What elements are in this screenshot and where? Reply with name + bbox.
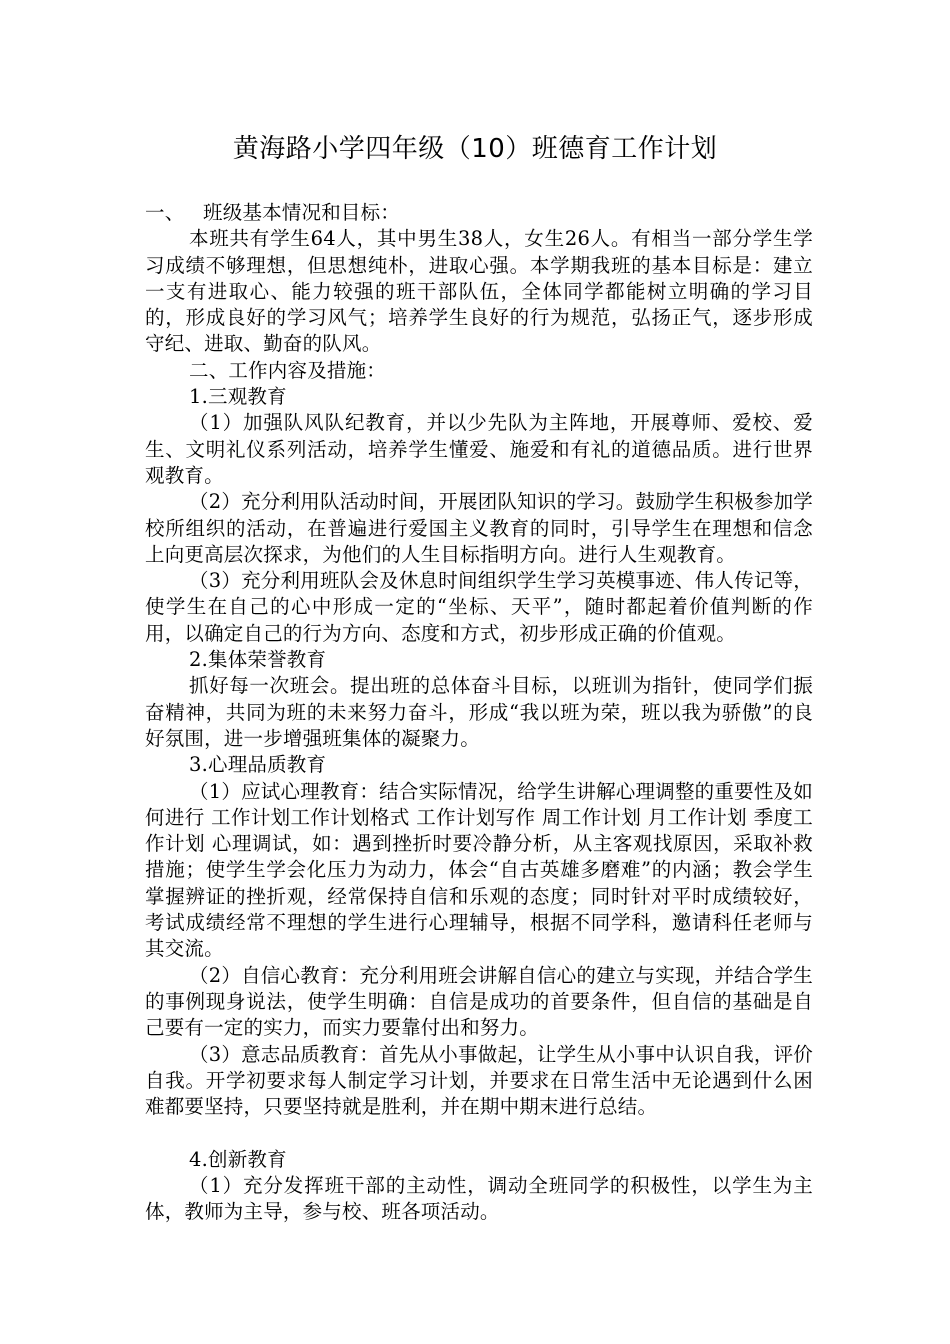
paragraph-3-3: （3）意志品质教育：首先从小事做起，让学生从小事中认识自我，评价自我。开学初要求每人制定学习计划，并要求在日常生活中无论遇到什么困难都要坚持，只要坚持就是胜利，并在期中期末进行总结。	[145, 1042, 813, 1119]
paragraph-1-3: （3）充分利用班队会及休息时间组织学生学习英模事迹、伟人传记等，使学生在自己的心中形成一定的“坐标、天平”，随时都起着价值判断的作用，以确定自己的行为方向、态度和方式，初步形成正确的价值观。	[145, 569, 813, 645]
subheading-4: 4.创新教育	[189, 1147, 287, 1171]
section-heading-1	[145, 200, 813, 226]
paragraph-2-1: 抓好每一次班会。提出班的总体奋斗目标，以班训为指针，使同学们振奋精神，共同为班的未来努力奋斗，形成“我以班为荣，班以我为骄傲”的良好氛围，进一步增强班集体的凝聚力。	[145, 674, 813, 750]
paragraph-3-1: （1）应试心理教育：结合实际情况，给学生讲解心理调整的重要性及如何进行 工作计划工作计划格式 工作计划写作 周工作计划 月工作计划 季度工作计划 心理调试，如：遇到挫折时要冷静分析，从主客观找原因，采取补救措施；使学生学会化压力为动力，体会“自古英雄多磨难”的内涵；教会学生掌握辨证的挫折观，经常保持自信和乐观的态度；同时针对平时成绩较好，考试成绩经常不理想的学生进行心理辅导，根据不同学科，邀请科任老师与其交流。	[145, 779, 813, 961]
paragraph-3-2: （2）自信心教育：充分利用班会讲解自信心的建立与实现，并结合学生的事例现身说法，使学生明确：自信是成功的首要条件，但自信的基础是自己要有一定的实力，而实力要靠付出和努力。	[145, 963, 813, 1040]
section-heading-2: 二、工作内容及措施：	[189, 358, 387, 382]
document-title: 黄海路小学四年级（10）班德育工作计划	[232, 134, 718, 164]
section-heading-1-text: 班级基本情况和目标：	[203, 201, 401, 224]
subheading-1: 1.三观教育	[189, 385, 287, 409]
paragraph-gap	[145, 1120, 813, 1146]
subheading-3: 3.心理品质教育	[189, 753, 327, 777]
paragraph-4-1: （1）充分发挥班干部的主动性，调动全班同学的积极性，以学生为主体，教师为主导，参与校、班各项活动。	[145, 1173, 813, 1224]
subheading-2: 2.集体荣誉教育	[189, 648, 327, 672]
paragraph-class-overview: 本班共有学生64人，其中男生38人，女生26人。有相当一部分学生学习成绩不够理想，但思想纯朴，进取心强。本学期我班的基本目标是：建立一支有进取心、能力较强的班干部队伍，全体同学都能树立明确的学习目的，形成良好的学习风气；培养学生良好的行为规范，弘扬正气，逐步形成守纪、进取、勤奋的队风。	[145, 227, 813, 356]
paragraph-1-2: （2）充分利用队活动时间，开展团队知识的学习。鼓励学生积极参加学校所组织的活动，在普遍进行爱国主义教育的同时，引导学生在理想和信念上向更高层次探求，为他们的人生目标指明方向。进行人生观教育。	[145, 490, 813, 566]
paragraph-1-1: （1）加强队风队纪教育，并以少先队为主阵地，开展尊师、爱校、爱生、文明礼仪系列活动，培养学生懂爱、施爱和有礼的道德品质。进行世界观教育。	[145, 411, 813, 487]
section-number-1: 一、	[145, 201, 185, 224]
document-body	[145, 200, 813, 1226]
